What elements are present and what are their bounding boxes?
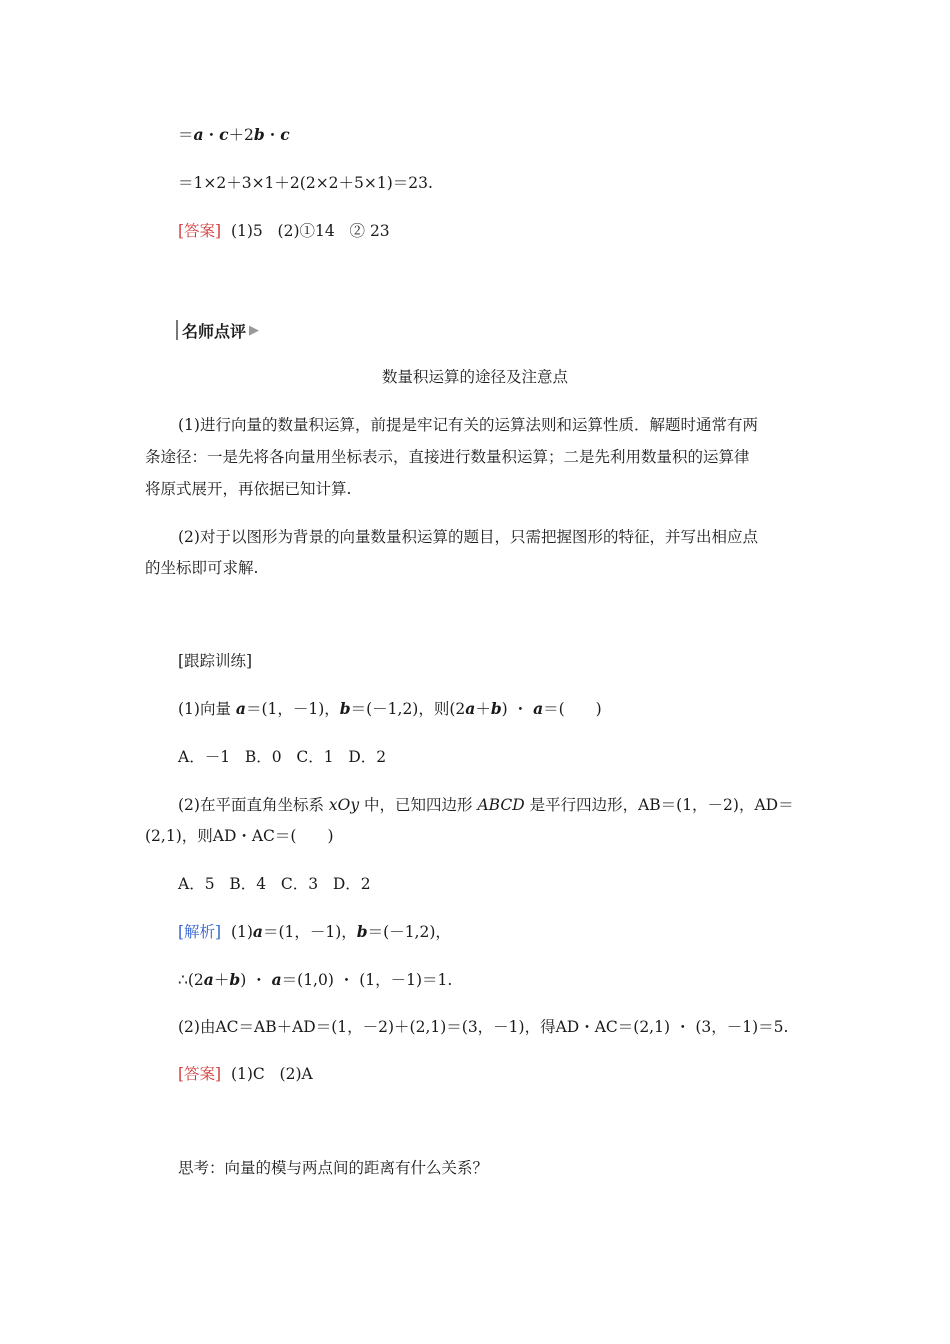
text: ∴(2 xyxy=(178,971,204,989)
paragraph-1-line-1: (1)进行向量的数量积运算，前提是牢记有关的运算法则和运算性质．解题时通常有两 xyxy=(178,416,758,434)
vector-b: b xyxy=(253,125,265,144)
triangle-right-icon: ▶ xyxy=(249,322,260,338)
coordinate-system: xOy xyxy=(328,796,360,814)
text: ) ・ xyxy=(240,971,272,989)
answer-text: (1)5 (2)①14 ② 23 xyxy=(221,222,390,240)
vector-a: a xyxy=(271,970,282,989)
question-1-options: A．－1 B．0 C．1 D．2 xyxy=(178,748,387,766)
text: ＋2 xyxy=(228,126,254,144)
text: ＝(1，－1)， xyxy=(262,923,357,941)
text: ＝( ) xyxy=(543,700,602,718)
vector-b: b xyxy=(229,970,241,989)
text: 是平行四边形，AB＝(1，－2)，AD＝ xyxy=(524,796,794,814)
solution-tag: [解析] xyxy=(178,923,222,941)
quadrilateral-name: ABCD xyxy=(477,796,525,814)
equation-line-2: ＝1×2＋3×1＋2(2×2＋5×1)＝23. xyxy=(178,174,433,192)
text: ＝(－1,2)， xyxy=(367,923,451,941)
paragraph-2-line-2: 的坐标即可求解. xyxy=(145,559,259,577)
answer-text: (1)C (2)A xyxy=(221,1065,313,1083)
question-1 xyxy=(178,698,602,720)
heading-label: 名师点评 xyxy=(182,321,247,341)
answer-tag: [答案] xyxy=(178,222,222,240)
equation-line-1 xyxy=(178,124,290,146)
text: ・ xyxy=(203,126,220,144)
vector-b: b xyxy=(356,922,368,941)
vector-c: c xyxy=(219,125,229,144)
answer-line-1 xyxy=(178,220,390,242)
vector-a: a xyxy=(533,699,544,718)
solution-line-3: (2)由AC＝AB＋AD＝(1，－2)＋(2,1)＝(3，－1)，得AD・AC＝(2,1) ・ (3，－1)＝5. xyxy=(178,1018,789,1036)
text: (1) xyxy=(221,923,253,941)
answer-line-2 xyxy=(178,1063,313,1085)
vector-a: a xyxy=(252,922,263,941)
question-2-options: A．5 B．4 C．3 D．2 xyxy=(178,875,371,893)
question-2-line-2: (2,1)，则AD・AC＝( ) xyxy=(145,827,334,845)
vector-a: a xyxy=(193,125,204,144)
paragraph-2-line-1: (2)对于以图形为背景的向量数量积运算的题目，只需把握图形的特征，并写出相应点 xyxy=(178,528,758,546)
text: ＝(1,0) ・ (1，－1)＝1. xyxy=(281,971,453,989)
text: ＝(－1,2)，则(2 xyxy=(350,700,466,718)
heading-bar xyxy=(176,320,178,340)
vector-b: b xyxy=(339,699,351,718)
text: ・ xyxy=(264,126,281,144)
text: 中，已知四边形 xyxy=(359,796,478,814)
section-title: 数量积运算的途径及注意点 xyxy=(381,368,568,386)
vector-a: a xyxy=(465,699,476,718)
text: ) ・ xyxy=(501,700,534,718)
paragraph-1-line-3: 将原式展开，再依据已知计算. xyxy=(145,480,352,498)
text: ＝(1，－1)， xyxy=(245,700,340,718)
answer-tag: [答案] xyxy=(178,1065,222,1083)
solution-line-2 xyxy=(178,969,452,991)
text: ＋ xyxy=(213,971,230,989)
think-question: 思考：向量的模与两点间的距离有什么关系？ xyxy=(178,1159,489,1177)
vector-a: a xyxy=(203,970,214,989)
paragraph-1-line-2: 条途径：一是先将各向量用坐标表示，直接进行数量积运算；二是先利用数量积的运算律 xyxy=(145,448,750,466)
text: ＋ xyxy=(475,700,491,718)
practice-heading: [跟踪训练] xyxy=(178,652,253,670)
vector-c: c xyxy=(280,125,290,144)
vector-a: a xyxy=(235,699,246,718)
text: (2)在平面直角坐标系 xyxy=(178,796,329,814)
text: ＝ xyxy=(178,126,194,144)
vector-b: b xyxy=(490,699,502,718)
solution-line-1 xyxy=(178,921,451,943)
section-heading xyxy=(176,318,259,342)
question-2-line-1 xyxy=(178,794,794,816)
text: (1)向量 xyxy=(178,700,236,718)
